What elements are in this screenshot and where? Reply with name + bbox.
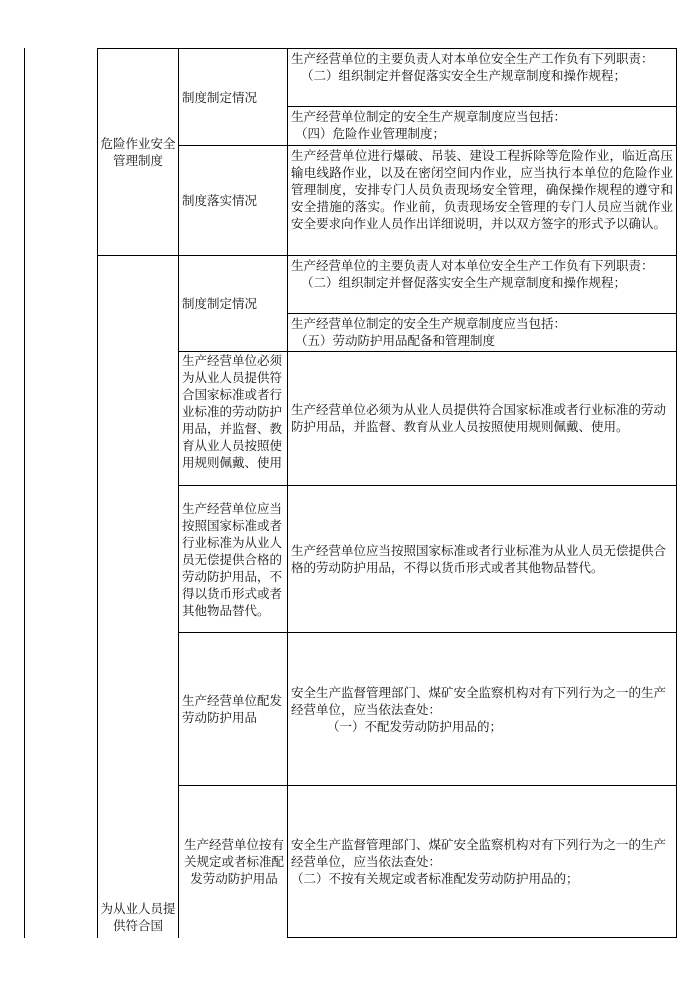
grid-line: [287, 313, 677, 314]
content-line: 生产经营单位的主要负责人对本单位安全生产工作负有下列职责：: [291, 258, 654, 273]
item-label: 生产经营单位配发劳动防护用品: [182, 693, 283, 725]
item-cell: [182, 634, 284, 784]
item-cell: [182, 147, 286, 254]
content-line: （一）不配发劳动防护用品的；: [327, 718, 503, 734]
grid-line: [178, 145, 677, 146]
grid-line: [676, 48, 677, 938]
category-cell: [99, 50, 177, 254]
grid-line: [97, 48, 677, 49]
item-label: 制度落实情况: [182, 193, 258, 208]
content-line: （五）劳动防护用品配备和管理制度: [295, 333, 496, 348]
category-label: 为从业人员提供符合国: [100, 901, 176, 933]
item-label: 生产经营单位按有关规定或者标准配发劳动防护用品: [183, 837, 284, 886]
grid-line: [24, 48, 25, 938]
item-cell: [182, 257, 286, 350]
content-cell: [291, 108, 673, 144]
grid-line: [97, 48, 98, 938]
content-line: （二）组织制定并督促落实安全生产规章制度和操作规程；: [301, 275, 627, 290]
content-paragraph: 生产经营单位应当按照国家标准或者行业标准为从业人员无偿提供合格的劳动防护用品，不得以货币形式或者其他物品替代。: [291, 543, 667, 575]
content-line: 安全生产监督管理部门、煤矿安全监察机构对有下列行为之一的生产经营单位，应当依法查处：: [291, 837, 667, 869]
content-paragraph: 生产经营单位必须为从业人员提供符合国家标准或者行业标准的劳动防护用品，并监督、教育从业人员按照使用规则佩戴、使用。: [291, 402, 667, 434]
content-cell: [291, 487, 673, 631]
content-cell: [291, 147, 673, 254]
category-label: 危险作业安全管理制度: [100, 136, 176, 168]
content-cell: [291, 352, 673, 484]
grid-line: [178, 48, 179, 938]
content-line: （四）危险作业管理制度；: [295, 126, 446, 141]
item-label: 制度制定情况: [182, 296, 258, 311]
content-line: 安全生产监督管理部门、煤矿安全监察机构对有下列行为之一的生产经营单位，应当依法查处：: [291, 684, 667, 717]
grid-line: [178, 485, 677, 486]
content-line: 生产经营单位制定的安全生产规章制度应当包括：: [291, 316, 567, 331]
content-cell: [291, 315, 673, 350]
content-line: 生产经营单位制定的安全生产规章制度应当包括：: [291, 109, 567, 124]
grid-line: [97, 255, 677, 256]
item-label: 制度制定情况: [182, 89, 258, 105]
content-line: （二）组织制定并督促落实安全生产规章制度和操作规程；: [301, 68, 627, 83]
content-line: 生产经营单位的主要负责人对本单位安全生产工作负有下列职责：: [291, 51, 654, 66]
content-cell: [291, 634, 673, 784]
grid-line: [178, 785, 677, 786]
grid-line: [287, 106, 677, 107]
grid-line: [287, 48, 288, 938]
item-label: 生产经营单位必须为从业人员提供符合国家标准或者行业标准的劳动防护用品，并监督、教育从业人员按照使用规则佩戴、使用: [182, 353, 283, 470]
item-cell: [182, 787, 286, 936]
grid-line: [287, 937, 677, 938]
content-cell: [291, 787, 673, 936]
grid-line: [178, 632, 677, 633]
item-cell: [182, 487, 284, 631]
item-label: 生产经营单位应当按照国家标准或者行业标准为从业人员无偿提供合格的劳动防护用品，不得以货币形式或者其他物品替代。: [182, 500, 283, 618]
item-cell: [182, 50, 286, 144]
content-cell: [291, 257, 673, 312]
content-paragraph: 生产经营单位进行爆破、吊装、建设工程拆除等危险作业，临近高压输电线路作业，以及在密闭空间内作业，应当执行本单位的危险作业管理制度，安排专门人员负责现场安全管理，确保操作规程的遵守和安全措施的落实。作业前，负责现场安全管理的专门人员应当就作业安全要求向作业人员作出详细说明，并以双方签字的形式予以确认。: [291, 148, 673, 231]
item-cell: [182, 352, 284, 483]
category-cell: [99, 900, 177, 936]
content-cell: [291, 50, 673, 105]
content-line: （二）不按有关规定或者标准配发劳动防护用品的；: [291, 871, 579, 886]
